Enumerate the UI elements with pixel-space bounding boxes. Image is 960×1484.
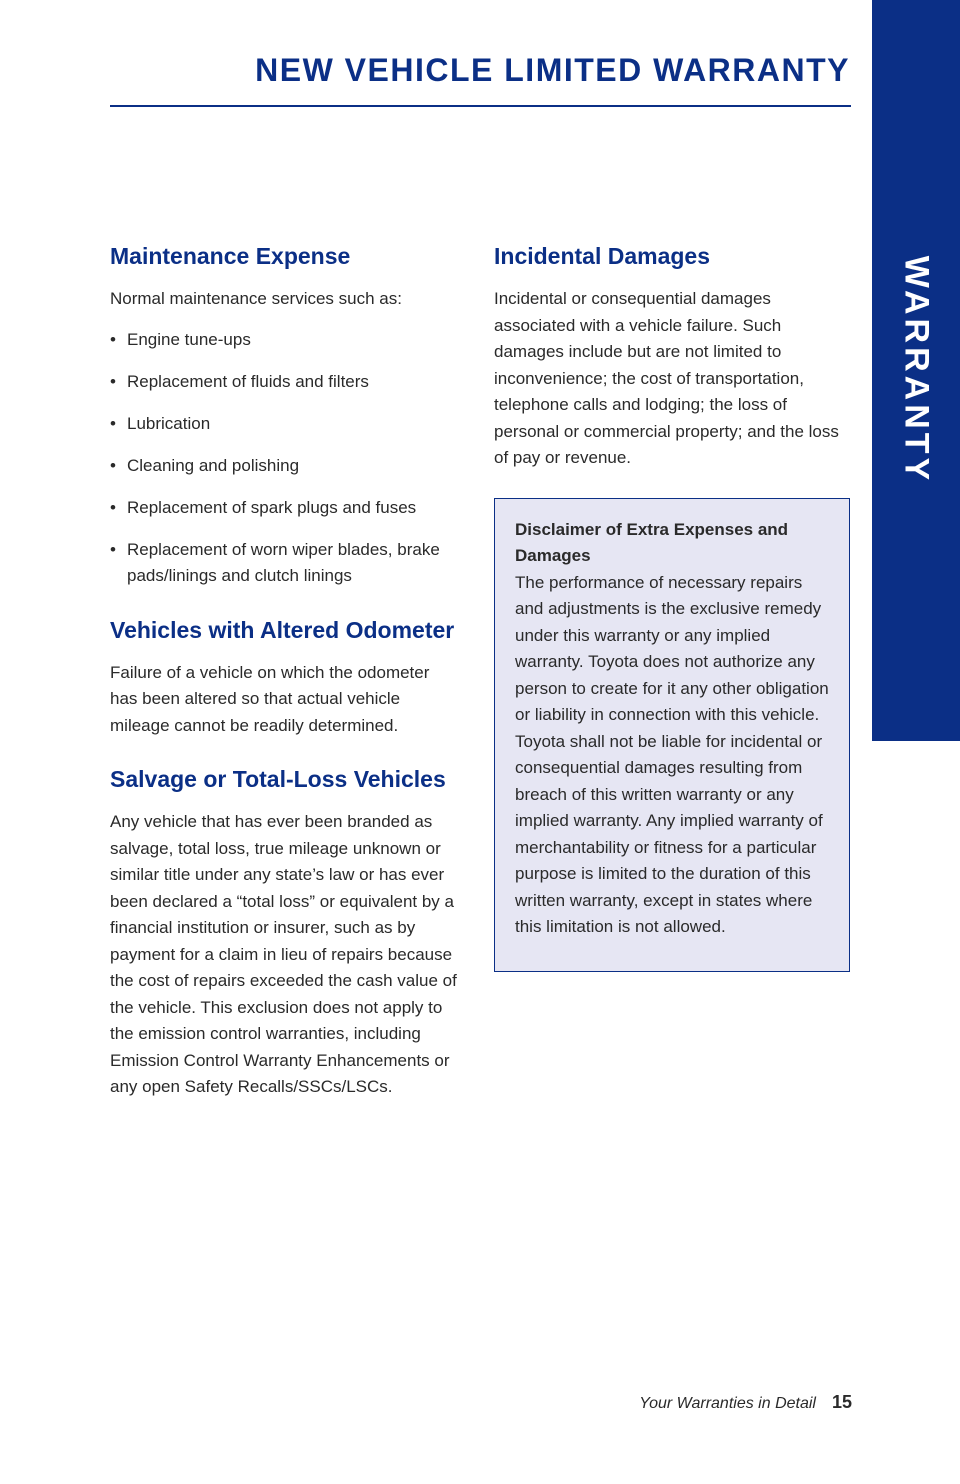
salvage-body: Any vehicle that has ever been branded as salvage, total loss, true mileage unknown or similar title under any state’s law or has ever been declared a “total loss” or equivalent by a financial institution or insurer, such as by payment for a claim in lieu of repairs because the cost of repairs exceeded the cash value of the vehicle. This exclusion does not apply to the emission control warranties, including Emission Control Warranty Enhancements or any open Safety Recalls/SSCs/LSCs. [110, 812, 457, 1096]
bullet-icon: • [110, 329, 116, 349]
list-item-text: Engine tune-ups [127, 329, 251, 349]
list-item [110, 411, 460, 438]
incidental-body: Incidental or consequential damages associated with a vehicle failure. Such damages include but are not limited to inconvenience; the cost of transportation, telephone calls and lodging; the loss of personal or commercial property; and the loss of pay or revenue. [494, 289, 839, 467]
disclaimer-body: The performance of necessary repairs and adjustments is the exclusive remedy under this warranty or any implied warranty. Toyota does not authorize any person to create for it any other obligation or liability in connection with this vehicle. Toyota shall not be liable for incidental or consequential damages resulting from breach of this written warranty or any implied warranty. Any implied warranty of merchantability or fitness for a particular purpose is limited to the duration of this written warranty, except in states where this limitation is not allowed. [515, 572, 829, 936]
list-item-text: Replacement of spark plugs and fuses [127, 497, 417, 517]
maintenance-list [110, 327, 460, 590]
list-item [110, 453, 460, 480]
bullet-icon: • [110, 371, 116, 391]
left-column [110, 240, 460, 1101]
side-tab [872, 0, 960, 741]
maintenance-section [110, 240, 460, 590]
list-item [110, 495, 460, 522]
page-footer [639, 1392, 852, 1413]
side-tab-label: WARRANTY [897, 255, 936, 485]
list-item [110, 537, 460, 590]
list-item [110, 327, 460, 354]
salvage-section [110, 763, 460, 1101]
list-item-text: Lubrication [127, 413, 211, 433]
bullet-icon: • [110, 455, 116, 475]
odometer-body: Failure of a vehicle on which the odometer has been altered so that actual vehicle mileage cannot be readily determined. [110, 662, 430, 735]
disclaimer-heading: Disclaimer of Extra Expenses and Damages [515, 519, 789, 565]
page-number: 15 [831, 1392, 852, 1412]
bullet-icon: • [110, 497, 116, 517]
odometer-heading: Vehicles with Altered Odometer [110, 616, 455, 643]
incidental-heading: Incidental Damages [494, 243, 711, 269]
bullet-icon: • [110, 539, 116, 559]
list-item-text: Replacement of fluids and filters [127, 371, 369, 391]
right-column [494, 240, 850, 972]
page-title: NEW VEHICLE LIMITED WARRANTY [255, 52, 850, 88]
maintenance-intro: Normal maintenance services such as: [110, 289, 402, 308]
list-item-text: Cleaning and polishing [127, 455, 300, 475]
salvage-heading: Salvage or Total-Loss Vehicles [110, 766, 446, 792]
maintenance-heading: Maintenance Expense [110, 243, 351, 269]
list-item-text: Replacement of worn wiper blades, brake pads/linings and clutch linings [127, 539, 440, 585]
disclaimer-callout [494, 498, 850, 972]
odometer-section [110, 614, 460, 740]
title-divider [110, 105, 851, 107]
incidental-section [494, 240, 850, 472]
footer-doc-title: Your Warranties in Detail [639, 1395, 816, 1412]
bullet-icon: • [110, 413, 116, 433]
list-item [110, 369, 460, 396]
